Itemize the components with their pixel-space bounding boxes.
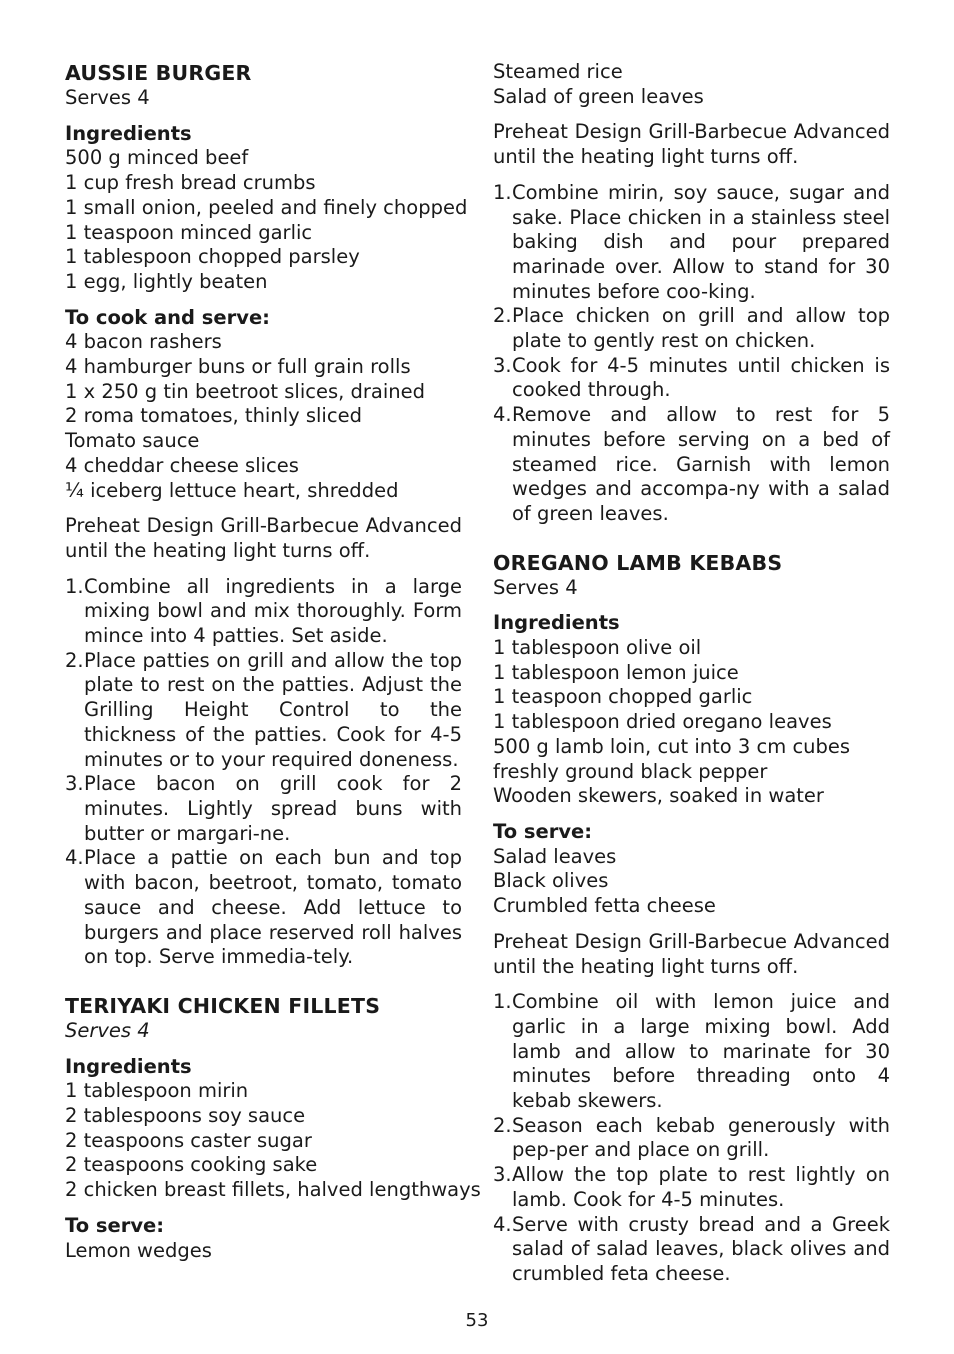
step-text: Place chicken on grill and allow top plate to gently rest on chicken. [512, 304, 890, 353]
serve-list [65, 330, 462, 503]
ingredient-item: Wooden skewers, soaked in water [493, 784, 824, 808]
serve-heading: To serve: [65, 1213, 165, 1237]
method-steps [65, 575, 462, 970]
step-text: Combine mirin, soy sauce, sugar and sake. Place chicken in a stainless steel baking dish and pour prepared marinade over. Allow to stand for 30 minutes before coo-king. [512, 180, 890, 303]
ingredient-item: 1 teaspoon chopped garlic [493, 685, 753, 709]
ingredient-item: 2 tablespoons soy sauce [65, 1104, 306, 1128]
step-text: Serve with crusty bread and a Greek salad of salad leaves, black olives and crumbled feta cheese. [512, 1212, 890, 1285]
step-text: Combine oil with lemon juice and garlic in a large mixing bowl. Add lamb and allow to marinate for 30 minutes before threading onto 4 kebab skewers. [512, 990, 890, 1113]
serve-item: Lemon wedges [65, 1238, 212, 1262]
step-text: Season each kebab generously with pep-per and place on grill. [512, 1113, 890, 1162]
page-number: 53 [465, 1310, 489, 1331]
step-number: 1. [65, 574, 84, 598]
step-text: Place bacon on grill cook for 2 minutes. Lightly spread buns with butter or margari-ne. [84, 772, 462, 845]
serve-item: Salad of green leaves [493, 84, 704, 108]
ingredient-item: 1 tablespoon dried oregano leaves [493, 710, 832, 734]
recipe-title: AUSSIE BURGER [65, 61, 252, 85]
ingredient-item: 1 teaspoon minced garlic [65, 220, 313, 244]
serve-item: ¼ iceberg lettuce heart, shredded [65, 478, 399, 502]
method-step [493, 403, 890, 527]
serve-item: 4 cheddar cheese slices [65, 453, 299, 477]
step-text: Combine all ingredients in a large mixing bowl and mix thoroughly. Form mince into 4 patties. Set aside. [84, 574, 462, 648]
ingredients-list [493, 636, 890, 809]
serve-item: 4 hamburger buns or full grain rolls [65, 355, 411, 379]
step-number: 4. [65, 846, 84, 870]
method-step [65, 575, 462, 649]
step-text: Remove and allow to rest for 5 minutes before serving on a bed of steamed rice. Garnish with lemon wedges and accompa-ny with a salad of green leaves. [512, 403, 890, 525]
method-step [493, 1213, 890, 1287]
serve-item: Steamed rice [493, 60, 623, 83]
ingredient-item: 2 teaspoons caster sugar [65, 1128, 312, 1152]
ingredient-item: 2 chicken breast fillets, halved lengthways [65, 1178, 481, 1202]
recipe-title: TERIYAKI CHICKEN FILLETS [65, 993, 381, 1018]
serves-text: Serves 4 [493, 575, 578, 599]
serve-list [493, 845, 890, 919]
serve-item: 4 bacon rashers [65, 330, 222, 354]
recipe-aussie-burger [65, 60, 468, 970]
preheat-instruction: Preheat Design Grill-Barbecue Advanced until the heating light turns off. [65, 514, 462, 562]
step-number: 4. [493, 1212, 512, 1236]
step-text: Allow the top plate to rest lightly on lamb. Cook for 4-5 minutes. [512, 1163, 890, 1211]
ingredient-item: 1 tablespoon lemon juice [493, 660, 739, 684]
ingredients-heading: Ingredients [65, 1054, 192, 1078]
step-number: 2. [493, 1113, 512, 1137]
serve-item: Tomato sauce [65, 429, 200, 453]
step-number: 1. [493, 180, 512, 204]
step-number: 3. [493, 1163, 512, 1187]
step-number: 4. [493, 403, 512, 427]
recipe-oregano-lamb-kebabs [493, 550, 890, 1287]
ingredient-item: 1 egg, lightly beaten [65, 269, 268, 293]
serve-item: 2 roma tomatoes, thinly sliced [65, 404, 362, 428]
left-column [65, 60, 481, 1263]
step-text: Place a pattie on each bun and top with bacon, beetroot, tomato, tomato sauce and cheese. Add lettuce to burgers and place reserved roll halves on top. Serve immedia-tely. [84, 846, 462, 969]
step-number: 2. [65, 648, 84, 672]
ingredients-heading: Ingredients [65, 121, 192, 145]
step-text: Place patties on grill and allow the top plate to rest on the patties. Adjust the Grilling Height Control to the thickness of the patties. Cook for 4-5 minutes or to your required doneness. [84, 648, 462, 771]
ingredient-item: 2 teaspoons cooking sake [65, 1153, 318, 1177]
ingredient-item: 500 g lamb loin, cut into 3 cm cubes [493, 734, 851, 758]
method-steps [493, 181, 890, 527]
serve-heading: To serve: [493, 819, 593, 843]
ingredient-item: 1 small onion, peeled and finely chopped [65, 195, 468, 219]
step-text: Cook for 4-5 minutes until chicken is cooked through. [512, 353, 890, 402]
serve-item: Salad leaves [493, 844, 617, 868]
method-step [493, 304, 890, 353]
recipe-teriyaki-chicken [65, 993, 481, 1263]
serve-heading: To cook and serve: [65, 305, 270, 329]
right-column [493, 60, 890, 1287]
step-number: 2. [493, 304, 512, 328]
ingredient-item: 1 tablespoon mirin [65, 1079, 249, 1103]
method-steps [493, 990, 890, 1286]
ingredients-list [65, 1079, 481, 1203]
ingredient-item: 1 cup fresh bread crumbs [65, 171, 316, 195]
recipe-title: OREGANO LAMB KEBABS [493, 550, 783, 575]
recipe-teriyaki-chicken-continued [493, 60, 890, 527]
ingredient-item: 1 tablespoon olive oil [493, 636, 702, 660]
serves-text: Serves 4 [65, 86, 150, 109]
ingredients-heading: Ingredients [493, 611, 620, 635]
step-number: 3. [493, 353, 512, 377]
preheat-instruction: Preheat Design Grill-Barbecue Advanced until the heating light turns off. [493, 929, 890, 978]
method-step [65, 772, 462, 846]
ingredient-item: freshly ground black pepper [493, 759, 768, 783]
method-step [493, 354, 890, 403]
method-step [65, 649, 462, 773]
ingredient-item: 500 g minced beef [65, 146, 249, 170]
ingredients-list [65, 146, 468, 294]
step-number: 1. [493, 990, 512, 1014]
method-step [493, 990, 890, 1114]
serve-item: 1 x 250 g tin beetroot slices, drained [65, 379, 426, 403]
method-step [493, 1163, 890, 1212]
method-step [65, 846, 462, 970]
step-number: 3. [65, 772, 84, 796]
serve-item: Crumbled fetta cheese [493, 894, 716, 918]
method-step [493, 1114, 890, 1163]
ingredient-item: 1 tablespoon chopped parsley [65, 245, 360, 269]
serves-text: Serves 4 [65, 1018, 150, 1042]
method-step [493, 181, 890, 305]
serve-item: Black olives [493, 869, 609, 893]
preheat-instruction: Preheat Design Grill-Barbecue Advanced until the heating light turns off. [493, 120, 890, 169]
